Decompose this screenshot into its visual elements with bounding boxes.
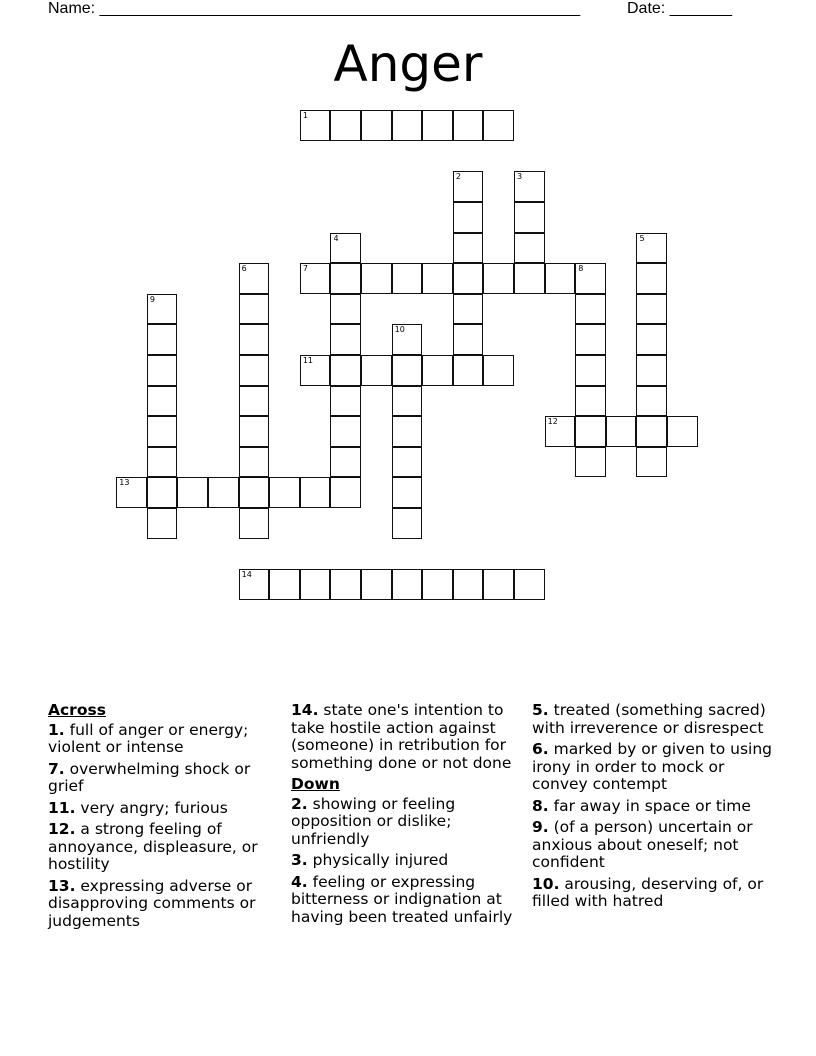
crossword-cell[interactable]: [392, 477, 423, 508]
clue-down-3: [291, 852, 527, 870]
crossword-cell[interactable]: [239, 294, 270, 325]
crossword-cell[interactable]: [330, 447, 361, 478]
crossword-cell[interactable]: [239, 355, 270, 386]
crossword-cell[interactable]: [330, 416, 361, 447]
crossword-cell[interactable]: [147, 508, 178, 539]
crossword-cell[interactable]: [330, 294, 361, 325]
crossword-cell[interactable]: [422, 355, 453, 386]
crossword-cell[interactable]: [239, 416, 270, 447]
crossword-cell[interactable]: [483, 263, 514, 294]
clue-number: 9.: [532, 818, 549, 836]
crossword-cell[interactable]: [239, 477, 270, 508]
cell-number: 10: [394, 325, 405, 335]
crossword-cell[interactable]: [330, 233, 361, 264]
crossword-cell[interactable]: [361, 263, 392, 294]
crossword-cell[interactable]: [392, 569, 423, 600]
crossword-cell[interactable]: [514, 569, 545, 600]
crossword-cell[interactable]: [147, 447, 178, 478]
down-heading: Down: [291, 775, 340, 793]
crossword-cell[interactable]: [514, 171, 545, 202]
clue-across-12: [48, 821, 284, 874]
clue-text: showing or feeling opposition or dislike; unfriendly: [291, 794, 456, 848]
clue-down-6: [532, 741, 772, 794]
crossword-cell[interactable]: [575, 263, 606, 294]
crossword-cell[interactable]: [239, 447, 270, 478]
clue-text: (of a person) uncertain or anxious about oneself; not confident: [532, 818, 753, 871]
clue-number: 13.: [48, 876, 76, 895]
clue-text: marked by or given to using irony in order to mock or convey contempt: [532, 740, 773, 793]
crossword-cell[interactable]: [392, 110, 423, 141]
crossword-cell[interactable]: [147, 355, 178, 386]
clues-column-2: [291, 702, 527, 930]
crossword-cell[interactable]: [453, 263, 484, 294]
cell-number: 8: [578, 264, 584, 274]
crossword-cell[interactable]: [636, 324, 667, 355]
clue-number: 3.: [291, 851, 308, 869]
clue-text: treated (something sacred) with irreverence or disrespect: [532, 701, 766, 737]
crossword-cell[interactable]: [422, 263, 453, 294]
crossword-cell[interactable]: [392, 447, 423, 478]
clue-down-10: [532, 876, 772, 911]
crossword-cell[interactable]: [392, 416, 423, 447]
clue-number: 12.: [48, 820, 76, 838]
crossword-cell[interactable]: [239, 569, 270, 600]
crossword-cell[interactable]: [636, 416, 667, 447]
crossword-cell[interactable]: [239, 386, 270, 417]
crossword-cell[interactable]: [392, 263, 423, 294]
across-heading: Across: [48, 701, 106, 719]
crossword-cell[interactable]: [330, 355, 361, 386]
crossword-cell[interactable]: [147, 416, 178, 447]
cell-number: 6: [241, 264, 247, 274]
clue-across-11: [48, 800, 284, 818]
cell-number: 14: [241, 570, 252, 580]
clue-text: arousing, deserving of, or filled with hatred: [532, 874, 764, 910]
crossword-cell[interactable]: [300, 263, 331, 294]
crossword-cell[interactable]: [269, 477, 300, 508]
crossword-cell[interactable]: [483, 110, 514, 141]
crossword-cell[interactable]: [330, 569, 361, 600]
clue-across-1: [48, 722, 284, 757]
clue-number: 6.: [532, 740, 549, 758]
crossword-cell[interactable]: [514, 202, 545, 233]
crossword-cell[interactable]: [636, 386, 667, 417]
crossword-cell[interactable]: [453, 294, 484, 325]
crossword-cell[interactable]: [392, 324, 423, 355]
crossword-cell[interactable]: [330, 110, 361, 141]
crossword-cell[interactable]: [514, 233, 545, 264]
clue-text: physically injured: [312, 851, 449, 869]
date-field-label: Date: _______: [627, 0, 732, 17]
crossword-cell[interactable]: [575, 447, 606, 478]
crossword-cell[interactable]: [575, 324, 606, 355]
crossword-cell[interactable]: [483, 569, 514, 600]
name-field-label: Name: ______________________________________________________: [48, 0, 581, 17]
clue-across-14: [291, 702, 527, 772]
clues-column-1: [48, 702, 284, 934]
clue-number: 1.: [48, 720, 65, 739]
crossword-cell[interactable]: [636, 447, 667, 478]
clue-number: 5.: [532, 701, 549, 719]
crossword-cell[interactable]: [453, 569, 484, 600]
crossword-cell[interactable]: [667, 416, 698, 447]
crossword-cell[interactable]: [147, 477, 178, 508]
crossword-cell[interactable]: [239, 263, 270, 294]
crossword-cell[interactable]: [147, 294, 178, 325]
clues-column-3: [532, 702, 772, 915]
crossword-cell[interactable]: [239, 508, 270, 539]
crossword-cell[interactable]: [300, 355, 331, 386]
crossword-cell[interactable]: [392, 355, 423, 386]
crossword-cell[interactable]: [453, 202, 484, 233]
clue-down-9: [532, 819, 772, 872]
crossword-cell[interactable]: [453, 355, 484, 386]
clue-text: state one's intention to take hostile action against (someone) in retribution for something done or not done: [291, 701, 512, 772]
crossword-cell[interactable]: [300, 477, 331, 508]
crossword-cell[interactable]: [208, 477, 239, 508]
crossword-cell[interactable]: [177, 477, 208, 508]
clue-down-4: [291, 874, 527, 927]
cell-number: 12: [547, 417, 558, 427]
crossword-cell[interactable]: [361, 110, 392, 141]
crossword-cell[interactable]: [453, 324, 484, 355]
clue-text: feeling or expressing bitterness or indignation at having been treated unfairly: [291, 872, 513, 926]
clue-number: 10.: [532, 874, 560, 893]
crossword-cell[interactable]: [453, 233, 484, 264]
crossword-cell[interactable]: [116, 477, 147, 508]
crossword-cell[interactable]: [575, 416, 606, 447]
crossword-cell[interactable]: [330, 263, 361, 294]
clue-across-7: [48, 761, 284, 796]
clue-text: a strong feeling of annoyance, displeasure, or hostility: [48, 820, 258, 873]
clue-number: 14.: [291, 701, 319, 719]
crossword-cell[interactable]: [514, 263, 545, 294]
crossword-cell[interactable]: [636, 263, 667, 294]
cell-number: 7: [302, 264, 308, 274]
crossword-cell[interactable]: [545, 263, 576, 294]
crossword-cell[interactable]: [575, 386, 606, 417]
clue-down-5: [532, 702, 772, 737]
clue-text: expressing adverse or disapproving comments or judgements: [48, 876, 256, 930]
crossword-cell[interactable]: [483, 355, 514, 386]
cell-number: 1: [302, 111, 308, 121]
clue-text: full of anger or energy; violent or intense: [48, 720, 249, 756]
clue-text: very angry; furious: [80, 798, 228, 817]
crossword-cell[interactable]: [575, 355, 606, 386]
crossword-cell[interactable]: [636, 294, 667, 325]
crossword-cell[interactable]: [239, 324, 270, 355]
crossword-cell[interactable]: [636, 233, 667, 264]
clue-number: 11.: [48, 798, 76, 817]
clue-down-2: [291, 796, 527, 849]
crossword-cell[interactable]: [422, 569, 453, 600]
clue-number: 8.: [532, 796, 549, 815]
clue-text: far away in space or time: [553, 796, 751, 815]
cell-number: 5: [639, 233, 645, 243]
crossword-cell[interactable]: [330, 386, 361, 417]
clue-number: 7.: [48, 759, 65, 778]
crossword-cell[interactable]: [330, 477, 361, 508]
crossword-cell[interactable]: [147, 324, 178, 355]
cell-number: 3: [517, 172, 523, 182]
crossword-cell[interactable]: [269, 569, 300, 600]
crossword-cell[interactable]: [361, 569, 392, 600]
cell-number: 13: [119, 478, 130, 488]
crossword-cell[interactable]: [147, 386, 178, 417]
cell-number: 2: [455, 172, 461, 182]
crossword-cell[interactable]: [636, 355, 667, 386]
crossword-cell[interactable]: [392, 386, 423, 417]
cell-number: 4: [333, 233, 339, 243]
crossword-cell[interactable]: [606, 416, 637, 447]
clue-text: overwhelming shock or grief: [48, 759, 251, 795]
crossword-cell[interactable]: [545, 416, 576, 447]
clue-number: 4.: [291, 872, 308, 891]
crossword-cell[interactable]: [300, 569, 331, 600]
crossword-cell[interactable]: [300, 110, 331, 141]
crossword-cell[interactable]: [575, 294, 606, 325]
crossword-cell[interactable]: [361, 355, 392, 386]
cell-number: 9: [149, 294, 155, 304]
crossword-cell[interactable]: [330, 324, 361, 355]
crossword-cell[interactable]: [453, 110, 484, 141]
crossword-cell[interactable]: [422, 110, 453, 141]
clue-down-8: [532, 798, 772, 816]
page-title: Anger: [333, 35, 483, 93]
crossword-cell[interactable]: [453, 171, 484, 202]
clue-across-13: [48, 878, 284, 931]
cell-number: 11: [302, 356, 314, 366]
clue-number: 2.: [291, 794, 308, 813]
crossword-cell[interactable]: [392, 508, 423, 539]
